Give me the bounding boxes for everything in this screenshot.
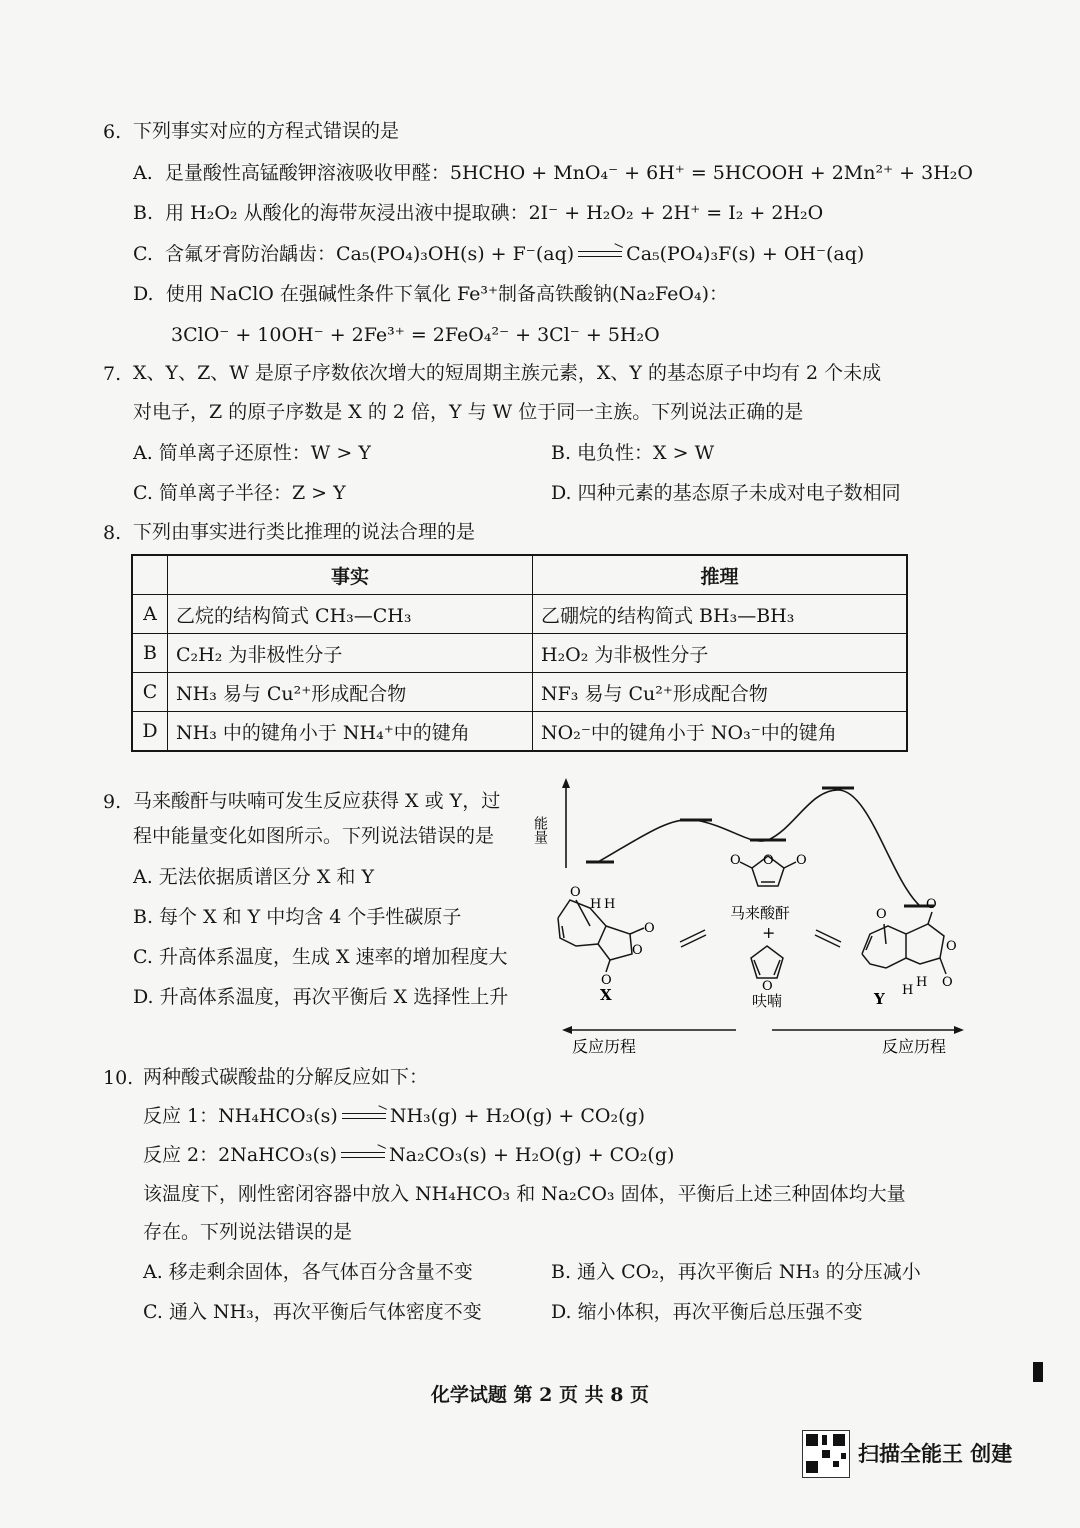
product-y-structure — [862, 912, 946, 974]
q6-option-c-left: 含氟牙膏防治龋齿：Ca₅(PO₄)₃OH(s) + F⁻(aq) — [165, 243, 575, 265]
product-x-label: X — [600, 986, 612, 1004]
progress-label-left: 反应历程 — [572, 1037, 637, 1056]
q6-option-a — [133, 160, 973, 186]
q10-reaction-2 — [143, 1142, 674, 1168]
q8-stem: 下列由事实进行类比推理的说法合理的是 — [133, 521, 476, 543]
x-h-2: H — [604, 897, 616, 912]
table-header-row — [132, 555, 907, 595]
plus-sign: + — [762, 923, 776, 942]
furan-structure — [751, 946, 783, 978]
table-cell: NF₃ 易与 Cu²⁺形成配合物 — [533, 673, 908, 712]
q10-number: 10. — [103, 1067, 134, 1089]
table-cell: 乙硼烷的结构简式 BH₃—BH₃ — [533, 595, 908, 634]
q10-option-b: B. 通入 CO₂，再次平衡后 NH₃ 的分压减小 — [551, 1261, 921, 1283]
q10-r1-left: 反应 1：NH₄HCO₃(s) — [143, 1105, 338, 1127]
y-h-2: H — [916, 975, 928, 990]
page-footer: 化学试题 第 2 页 共 8 页 — [430, 1384, 650, 1406]
q8-table — [131, 554, 908, 752]
table-row — [132, 634, 907, 673]
q6-option-a-text: 足量酸性高锰酸钾溶液吸收甲醛：5HCHO + MnO₄⁻ + 6H⁺ = 5HCOOH + 2Mn²⁺ + 3H₂O — [164, 162, 973, 184]
q6-option-b-text: 用 H₂O₂ 从酸化的海带灰浸出液中提取碘：2I⁻ + H₂O₂ + 2H⁺ = I₂ + 2H₂O — [165, 202, 824, 224]
table-cell: 乙烷的结构简式 CH₃—CH₃ — [168, 595, 533, 634]
table-header-cell: 事实 — [168, 555, 533, 595]
arrow-right-icon — [954, 1026, 964, 1034]
x-lower-o: O — [601, 973, 612, 988]
q7-number: 7. — [103, 363, 122, 385]
y-bridge-o: O — [876, 907, 887, 922]
q10-option-c: C. 通入 NH₃，再次平衡后气体密度不变 — [143, 1301, 482, 1323]
scan-marker — [1033, 1362, 1043, 1382]
q9-stem-line1: 马来酸酐与呋喃可发生反应获得 X 或 Y，过 — [133, 790, 501, 812]
energy-axis-label: 能量 — [532, 816, 548, 844]
table-cell: A — [132, 595, 168, 634]
q10-desc-line2: 存在。下列说法错误的是 — [143, 1221, 353, 1243]
q10-reaction-1 — [143, 1103, 645, 1129]
equilibrium-arrows — [680, 930, 841, 947]
table-cell: NH₃ 中的键角小于 NH₄⁺中的键角 — [168, 712, 533, 752]
q6-option-c-right: Ca₅(PO₄)₃F(s) + OH⁻(aq) — [626, 243, 865, 265]
progress-label-right: 反应历程 — [882, 1037, 947, 1056]
table-cell: C₂H₂ 为非极性分子 — [168, 634, 533, 673]
furan-o: O — [762, 979, 773, 994]
axis-arrow-icon — [562, 778, 570, 788]
x-carbonyl-o: O — [644, 921, 655, 936]
q9-stem-line2: 程中能量变化如图所示。下列说法错误的是 — [133, 825, 495, 847]
q9-option-a: A. 无法依据质谱区分 X 和 Y — [133, 866, 374, 888]
x-bridge-o: O — [570, 885, 581, 900]
q9-option-b: B. 每个 X 和 Y 中均含 4 个手性碳原子 — [133, 906, 462, 928]
equilibrium-arrow-icon — [342, 1111, 386, 1123]
q6-stem: 下列事实对应的方程式错误的是 — [133, 120, 400, 142]
q6-number: 6. — [103, 121, 122, 143]
q10-option-a: A. 移走剩余固体，各气体百分含量不变 — [143, 1261, 473, 1283]
y-ring-o: O — [946, 939, 957, 954]
table-cell: H₂O₂ 为非极性分子 — [533, 634, 908, 673]
arrow-left-icon — [562, 1026, 572, 1034]
table-row — [132, 712, 907, 752]
maleic-ring-o: O — [763, 853, 774, 868]
x-h-1: H — [590, 897, 602, 912]
q9-option-d: D. 升高体系温度，再次平衡后 X 选择性上升 — [133, 986, 509, 1008]
q7-stem-line1: X、Y、Z、W 是原子序数依次增大的短周期主族元素，X、Y 的基态原子中均有 2 个未成 — [133, 362, 882, 384]
table-cell: NO₂⁻中的键角小于 NO₃⁻中的键角 — [533, 712, 908, 752]
product-y-label: Y — [874, 990, 885, 1008]
q7-stem-line2: 对电子，Z 的原子序数是 X 的 2 倍，Y 与 W 位于同一主族。下列说法正确的是 — [133, 401, 804, 423]
energy-curve — [598, 790, 920, 906]
maleic-label: 马来酸酐 — [730, 904, 791, 922]
q10-desc-line1: 该温度下，刚性密闭容器中放入 NH₄HCO₃ 和 Na₂CO₃ 固体，平衡后上述三种固体均大量 — [143, 1183, 906, 1205]
equilibrium-arrow-icon — [341, 1150, 385, 1162]
scanner-watermark: 扫描全能王 创建 — [858, 1442, 1013, 1466]
q10-r2-right: Na₂CO₃(s) + H₂O(g) + CO₂(g) — [389, 1144, 675, 1166]
q6-option-d-label: D. — [133, 283, 154, 305]
energy-diagram — [532, 768, 980, 1068]
q6-option-c — [133, 241, 864, 267]
table-cell: NH₃ 易与 Cu²⁺形成配合物 — [168, 673, 533, 712]
table-cell: B — [132, 634, 168, 673]
equilibrium-arrow-icon — [578, 249, 622, 261]
table-header-cell — [132, 555, 168, 595]
q6-option-b — [133, 200, 823, 226]
y-h-1: H — [902, 983, 914, 998]
q6-option-d — [133, 281, 728, 307]
q7-option-b: B. 电负性：X > W — [551, 442, 715, 464]
q10-r2-left: 反应 2：2NaHCO₃(s) — [143, 1144, 338, 1166]
qr-code-icon — [802, 1430, 850, 1478]
q10-stem: 两种酸式碳酸盐的分解反应如下： — [143, 1066, 429, 1088]
maleic-right-o: O — [796, 853, 807, 868]
furan-label: 呋喃 — [752, 992, 783, 1010]
q9-number: 9. — [103, 791, 122, 813]
q6-option-b-label: B. — [133, 202, 154, 224]
table-cell: C — [132, 673, 168, 712]
q7-option-d: D. 四种元素的基态原子未成对电子数相同 — [551, 482, 901, 504]
maleic-left-o: O — [730, 853, 741, 868]
q10-option-d: D. 缩小体积，再次平衡后总压强不变 — [551, 1301, 863, 1323]
q6-option-a-label: A. — [133, 162, 153, 184]
table-cell: D — [132, 712, 168, 752]
x-ring-o: O — [632, 943, 643, 958]
y-upper-o: O — [926, 897, 937, 912]
q6-option-d-text: 使用 NaClO 在强碱性条件下氧化 Fe³⁺制备高铁酸钠(Na₂FeO₄)： — [165, 283, 728, 305]
q9-option-c: C. 升高体系温度，生成 X 速率的增加程度大 — [133, 946, 508, 968]
q8-number: 8. — [103, 522, 122, 544]
q10-r1-right: NH₃(g) + H₂O(g) + CO₂(g) — [389, 1105, 646, 1127]
table-row — [132, 595, 907, 634]
q7-option-c: C. 简单离子半径：Z > Y — [133, 482, 346, 504]
y-lower-o: O — [942, 975, 953, 990]
q6-option-c-label: C. — [133, 243, 153, 265]
table-row — [132, 673, 907, 712]
table-header-cell: 推理 — [533, 555, 908, 595]
q7-option-a: A. 简单离子还原性：W > Y — [133, 442, 371, 464]
q6-option-d-equation: 3ClO⁻ + 10OH⁻ + 2Fe³⁺ = 2FeO₄²⁻ + 3Cl⁻ + 5H₂O — [171, 324, 660, 346]
